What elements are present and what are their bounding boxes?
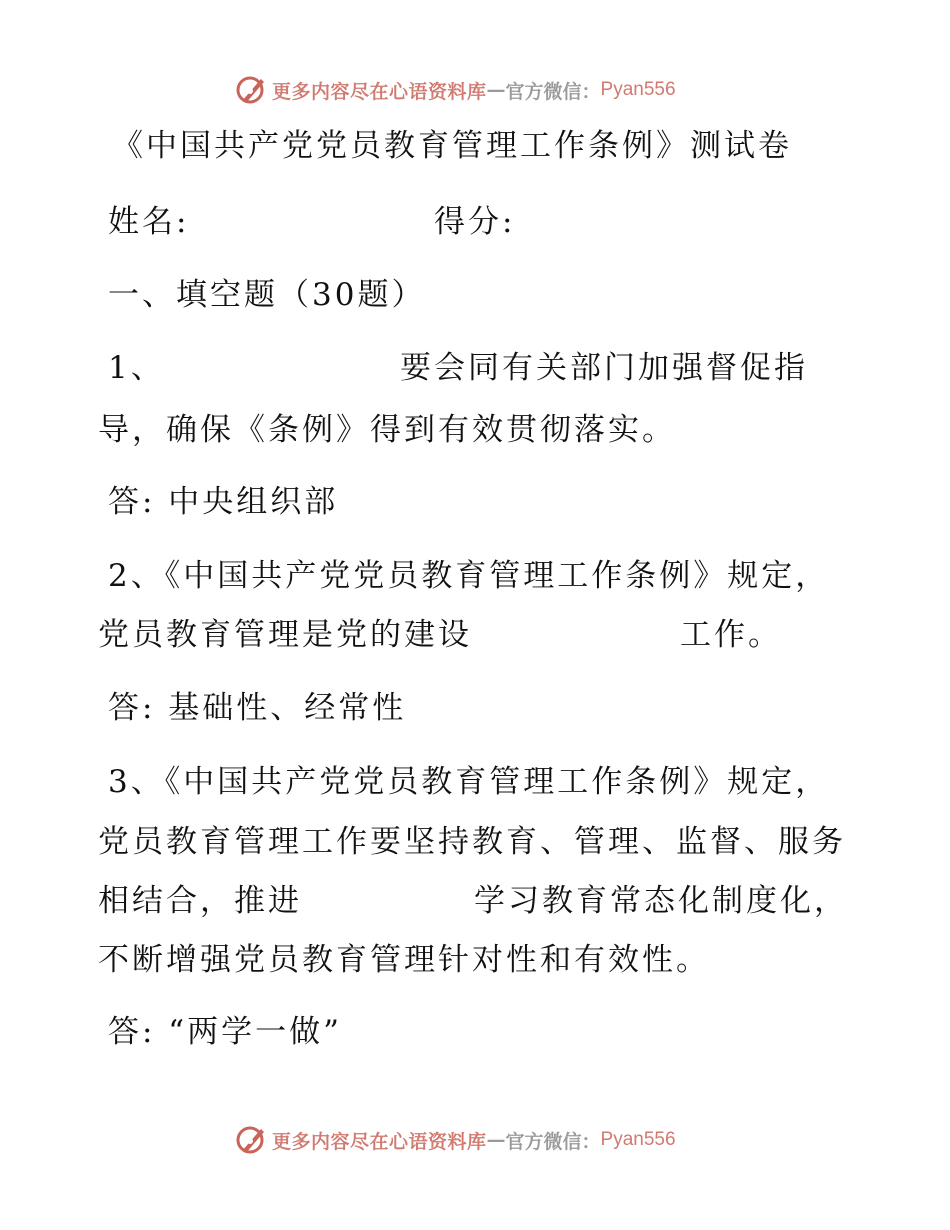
footer-watermark-banner <box>234 1120 754 1160</box>
banner-official-text: 官方微信： <box>505 1130 601 1153</box>
question-2-text-cont: 党员教育管理是党的建设 <box>98 617 472 653</box>
quill-logo-icon <box>234 73 268 107</box>
question-2-text: 2、《中国共产党党员教育管理工作条例》规定， <box>108 558 830 594</box>
question-1-prefix: 1、 <box>108 350 165 386</box>
answer-2: 答: 基础性、经常性 <box>108 690 407 726</box>
question-3-text: 3、《中国共产党党员教育管理工作条例》规定， <box>108 764 830 800</box>
question-2-text-suffix: 工作。 <box>680 617 782 653</box>
banner-dash: — <box>486 79 506 101</box>
banner-wechat-id: Pyan556 <box>600 1129 676 1150</box>
question-3-text-line3-prefix: 相结合，推进 <box>98 883 302 919</box>
banner-main-text: 更多内容尽在心语资料库 <box>272 1130 487 1153</box>
answer-3: 答: “两学一做” <box>108 1014 342 1050</box>
banner-dash: — <box>486 1129 506 1151</box>
banner-official-text: 官方微信： <box>505 80 601 103</box>
banner-wechat-id: Pyan556 <box>600 79 676 100</box>
quill-logo-icon <box>234 1123 268 1157</box>
question-1-text: 要会同有关部门加强督促指 <box>400 350 808 386</box>
question-3-text-line4: 不断增强党员教育管理针对性和有效性。 <box>98 942 710 978</box>
question-3-text-line3-suffix: 学习教育常态化制度化， <box>474 883 848 919</box>
header-watermark-banner <box>234 70 754 110</box>
banner-main-text: 更多内容尽在心语资料库 <box>272 80 487 103</box>
score-label: 得分: <box>434 204 516 240</box>
name-label: 姓名: <box>108 204 190 240</box>
answer-1: 答: 中央组织部 <box>108 484 339 520</box>
section-heading: 一、填空题（30题） <box>108 277 426 313</box>
document-title: 《中国共产党党员教育管理工作条例》测试卷 <box>112 128 792 164</box>
question-3-text-line2: 党员教育管理工作要坚持教育、管理、监督、服务 <box>98 824 846 860</box>
question-1-text-cont: 导，确保《条例》得到有效贯彻落实。 <box>98 412 676 448</box>
